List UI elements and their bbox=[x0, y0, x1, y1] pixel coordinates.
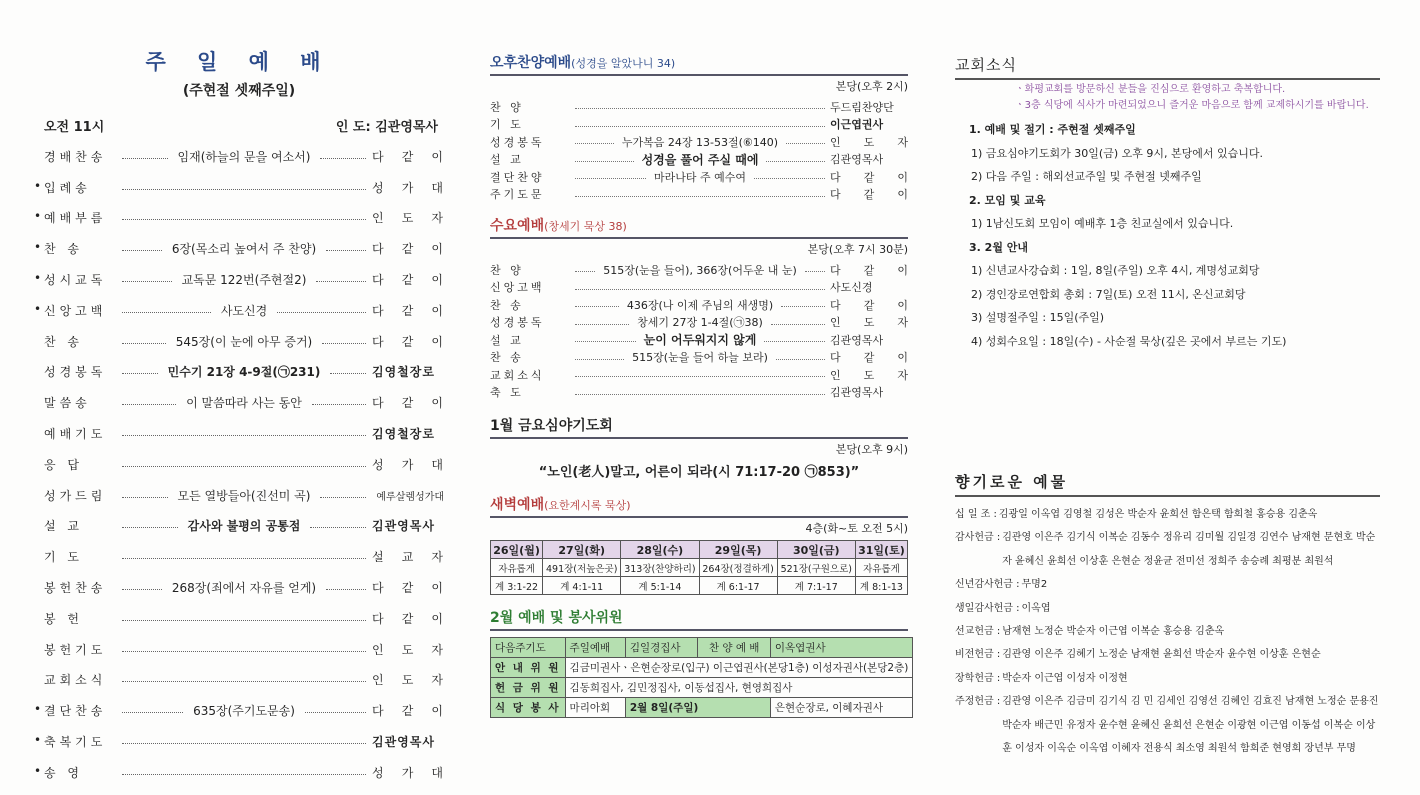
order-row bbox=[490, 151, 908, 169]
order-row bbox=[34, 449, 444, 480]
news-items bbox=[955, 118, 1380, 353]
leader-dots bbox=[754, 178, 825, 179]
leader-dots bbox=[122, 219, 366, 220]
leader-dots bbox=[776, 359, 825, 360]
leader-dots bbox=[575, 306, 619, 307]
afternoon-header: 오후찬양예배(성경을 알았나니 34) bbox=[490, 52, 908, 76]
leader-dots bbox=[312, 404, 366, 405]
dawn-cell: 27일(화) bbox=[543, 541, 621, 559]
order-content: 교독문 122번(주현절2) bbox=[181, 273, 307, 288]
volunteer-service: 주일예배 bbox=[565, 638, 625, 658]
order-person: 다 같 이 bbox=[372, 704, 445, 719]
order-content: 누가복음 24장 13-53절(⑥140) bbox=[621, 135, 779, 149]
order-person: 다 같 이 bbox=[830, 298, 909, 312]
order-row bbox=[490, 384, 908, 402]
leader-dots bbox=[320, 497, 366, 498]
order-label: 교회소식 bbox=[44, 673, 107, 688]
order-person: 두드림찬양단 bbox=[830, 100, 894, 114]
order-row bbox=[34, 203, 444, 234]
order-label: • 찬 송 bbox=[34, 240, 116, 257]
order-content: 감사와 불평의 공통점 bbox=[187, 519, 301, 534]
order-row bbox=[490, 168, 908, 186]
order-label: 기 도 bbox=[490, 118, 524, 132]
order-person: 성 가 대 bbox=[372, 457, 444, 472]
leader-dots bbox=[575, 394, 825, 395]
order-label: 찬 양 bbox=[490, 263, 524, 277]
order-person: 설 교 자 bbox=[372, 550, 444, 565]
leader-dots bbox=[330, 373, 366, 374]
friday-verse: “노인(老人)말고, 어른이 되라(시 71:17-20 ㉠853)” bbox=[538, 465, 860, 480]
order-row bbox=[34, 295, 444, 326]
order-person: 성 가 대 bbox=[372, 765, 444, 780]
leader-dots bbox=[122, 497, 168, 498]
order-row bbox=[34, 387, 444, 418]
order-row bbox=[34, 695, 444, 726]
order-row bbox=[34, 757, 444, 788]
gift-names: 이옥엽 bbox=[1021, 602, 1051, 614]
volunteer-label: 다음주기도 bbox=[491, 638, 566, 658]
volunteer-names: 김금미권사ㆍ은현순장로(입구) 이근엽권사(본당1층) 이성자권사(본당2층) bbox=[565, 658, 913, 678]
order-content: 이 말씀따라 사는 동안 bbox=[186, 396, 302, 411]
order-label: 성경봉독 bbox=[490, 316, 545, 330]
order-label: 응 답 bbox=[44, 457, 83, 472]
gift-row bbox=[955, 620, 1380, 643]
order-person: 다 같 이 bbox=[372, 334, 445, 349]
order-row bbox=[34, 357, 444, 388]
dawn-cell: 313장(찬양하리) bbox=[621, 559, 699, 577]
friday-header: 1월 금요심야기도회 bbox=[490, 415, 908, 439]
order-content: 성경을 풀어 주실 때에 bbox=[641, 152, 759, 167]
dawn-cell: 491장(저높은곳) bbox=[543, 559, 621, 577]
order-row bbox=[34, 541, 444, 572]
order-row bbox=[34, 480, 444, 511]
gift-label: 감사헌금 : bbox=[955, 532, 1001, 544]
dawn-cell: 521장(구원으로) bbox=[777, 559, 855, 577]
order-person: 다 같 이 bbox=[830, 170, 909, 184]
leader-dots bbox=[575, 161, 634, 162]
order-row bbox=[34, 233, 444, 264]
order-person: 다 같 이 bbox=[372, 396, 444, 411]
order-person: 김영철장로 bbox=[372, 365, 435, 380]
leader-dots bbox=[575, 143, 614, 144]
order-person: 다 같 이 bbox=[372, 242, 444, 257]
order-content: 임재(하늘의 문을 여소서) bbox=[177, 149, 311, 164]
sunday-subtitle: (주현절 셋째주일) bbox=[182, 83, 296, 99]
order-person: 인 도 자 bbox=[372, 673, 444, 688]
gift-names: 김관영 이은주 김기식 이복순 김동수 정유리 김미월 김일경 김연수 남재현 문현호 박순자 윤혜신 윤희선 이상훈 은현순 정윤균 전미선 정희주 송승례 최평분 최원석 bbox=[1002, 532, 1376, 567]
dawn-cell: 계 3:1-22 bbox=[491, 577, 543, 595]
gift-label: 비전헌금 : bbox=[955, 649, 1001, 661]
order-row bbox=[34, 418, 444, 449]
dawn-cell: 계 6:1-17 bbox=[699, 577, 777, 595]
order-row bbox=[34, 511, 444, 542]
order-person: 인 도 자 bbox=[372, 211, 444, 226]
leader-dots bbox=[575, 324, 629, 325]
gift-label: 주정헌금 : bbox=[955, 696, 1001, 708]
dawn-cell: 26일(월) bbox=[491, 541, 543, 559]
volunteer-service: 찬 양 예 배 bbox=[698, 638, 770, 658]
gift-label: 신년감사헌금 : bbox=[955, 579, 1020, 591]
leader-dots bbox=[766, 161, 825, 162]
order-row bbox=[34, 172, 444, 203]
leader-dots bbox=[575, 376, 825, 377]
order-row bbox=[34, 264, 444, 295]
friday-place: 본당(오후 9시) bbox=[835, 443, 908, 456]
order-label: 찬 송 bbox=[490, 351, 524, 365]
news-header: 교회소식 bbox=[955, 54, 1380, 80]
order-person: 인 도 자 bbox=[830, 316, 909, 330]
leader-dots bbox=[122, 189, 366, 190]
leader-dots bbox=[122, 558, 366, 559]
volunteers-row bbox=[491, 698, 913, 718]
order-content: 515장(눈을 들어 하늘 보라) bbox=[632, 351, 768, 365]
dawn-cell: 자유롭게 bbox=[855, 559, 907, 577]
order-content: 사도신경 bbox=[220, 303, 268, 318]
leader-dots bbox=[122, 743, 366, 744]
news-note: ㆍ3층 식당에 식사가 마련되었으니 즐거운 마음으로 함께 교제하시기를 바랍니다. bbox=[1015, 100, 1369, 111]
middle-column bbox=[490, 0, 908, 795]
leader-dots bbox=[122, 250, 162, 251]
afternoon-place: 본당(오후 2시) bbox=[835, 80, 908, 93]
order-label: 봉헌찬송 bbox=[44, 581, 107, 596]
order-person: 김관영목사 bbox=[830, 153, 884, 167]
order-person: 다 같 이 bbox=[372, 611, 444, 626]
volunteer-person: 김일경집사 bbox=[625, 638, 698, 658]
sunday-title: 주 일 예 배 bbox=[145, 50, 333, 74]
news-notes bbox=[955, 82, 1380, 114]
order-content: 436장(나 이제 주님의 새생명) bbox=[626, 298, 774, 312]
leader-dots bbox=[305, 712, 366, 713]
gift-row bbox=[955, 690, 1380, 760]
news-item: 1) 금요심야기도회가 30일(금) 오후 9시, 본당에서 있습니다. bbox=[971, 146, 1263, 160]
gift-row bbox=[955, 597, 1380, 620]
leader-dots bbox=[326, 250, 366, 251]
leader-dots bbox=[786, 143, 825, 144]
gift-row bbox=[955, 667, 1380, 690]
order-label: 성가드림 bbox=[44, 488, 107, 503]
volunteer-names: 마리아회 bbox=[565, 698, 625, 718]
gift-names: 김관영 이은주 김금미 김기식 김 민 김세인 김영선 김혜인 김효진 남재현 노정순 문용진 박순자 배근민 유정자 윤수현 윤혜신 윤희선 은현순 이광현 이근엽 이동섭 이복순 이상훈 이성자 이옥순 이옥엽 이혜자 전용식 최소영 최원석 함희준 현영희 장년부 무명 bbox=[1002, 696, 1379, 755]
order-person: 인 도 자 bbox=[372, 642, 444, 657]
order-row bbox=[34, 665, 444, 696]
gift-label: 선교헌금 : bbox=[955, 626, 1001, 638]
news-item: 3) 설명절주일 : 15일(주일) bbox=[971, 311, 1105, 324]
volunteer-label: 안 내 위 원 bbox=[491, 658, 566, 678]
order-label: 찬 양 bbox=[490, 100, 524, 114]
news-item: 2) 경인장로연합회 총회 : 7일(토) 오전 11시, 온신교회당 bbox=[971, 287, 1246, 301]
leader-dots bbox=[122, 404, 176, 405]
news-item: 1) 신년교사강습회 : 1일, 8일(주일) 오후 4시, 계명성교회당 bbox=[971, 264, 1260, 277]
leader-dots bbox=[122, 527, 178, 528]
order-row bbox=[490, 314, 908, 332]
news-item: 4) 성회수요일 : 18일(수) - 사순절 묵상(깊은 곳에서 부르는 기도) bbox=[971, 334, 1287, 348]
dawn-cell: 계 4:1-11 bbox=[543, 577, 621, 595]
gift-label: 장학헌금 : bbox=[955, 672, 1001, 684]
sunday-time: 오전 11시 bbox=[44, 120, 105, 135]
leader-dots bbox=[764, 341, 825, 342]
order-label: 봉헌기도 bbox=[44, 642, 107, 657]
leader-dots bbox=[575, 108, 825, 109]
leader-dots bbox=[316, 281, 366, 282]
wednesday-place: 본당(오후 7시 30분) bbox=[807, 243, 908, 256]
order-person: 다 같 이 bbox=[372, 273, 444, 288]
leader-dots bbox=[122, 158, 168, 159]
gift-names: 김광일 이옥엽 김영철 김성은 박순자 윤희선 함은택 함희철 홍승용 김춘옥 bbox=[998, 509, 1318, 520]
order-label: • 성시교독 bbox=[34, 271, 116, 288]
order-label: 성경봉독 bbox=[44, 365, 107, 380]
volunteers-header: 2월 예배 및 봉사위원 bbox=[490, 607, 908, 631]
order-label: 설 교 bbox=[490, 333, 524, 347]
gift-row bbox=[955, 503, 1380, 526]
wednesday-header: 수요예배(창세기 묵상 38) bbox=[490, 215, 908, 239]
order-person: 다 같 이 bbox=[372, 303, 444, 318]
order-row bbox=[490, 279, 908, 297]
order-row bbox=[34, 603, 444, 634]
gift-names: 남재현 노정순 박순자 이근엽 이복순 홍승용 김춘옥 bbox=[1002, 626, 1225, 638]
order-row bbox=[34, 634, 444, 665]
leader-dots bbox=[805, 271, 825, 272]
news-item: 1) 1남신도회 모임이 예배후 1층 친교실에서 있습니다. bbox=[971, 217, 1234, 230]
leader-dots bbox=[122, 681, 366, 682]
news-item: 2. 모임 및 교육 bbox=[969, 193, 1046, 207]
order-person: 인 도 자 bbox=[830, 135, 908, 149]
leader-dots bbox=[122, 466, 366, 467]
volunteer-label: 2월 8일(주일) bbox=[625, 698, 770, 718]
order-person: 이근엽권사 bbox=[830, 118, 884, 132]
order-label: 봉 헌 bbox=[44, 611, 83, 626]
order-row bbox=[34, 726, 444, 757]
dawn-cell: 30일(금) bbox=[777, 541, 855, 559]
order-label: 찬 송 bbox=[490, 298, 524, 312]
order-content: 마라나타 주 예수여 bbox=[654, 170, 747, 184]
order-label: 축 도 bbox=[490, 386, 524, 400]
order-person: 김관영목사 bbox=[830, 333, 884, 347]
volunteer-label: 헌 금 위 원 bbox=[491, 678, 566, 698]
afternoon-order-list bbox=[490, 98, 908, 203]
leader-dots bbox=[122, 312, 211, 313]
order-content: 6장(목소리 높여서 주 찬양) bbox=[171, 242, 317, 257]
order-label: • 송 영 bbox=[34, 764, 116, 781]
gift-names: 무명2 bbox=[1021, 579, 1048, 591]
dawn-cell: 계 7:1-17 bbox=[777, 577, 855, 595]
order-row bbox=[490, 349, 908, 367]
dawn-cell: 계 8:1-13 bbox=[855, 577, 907, 595]
order-person: 다 같 이 bbox=[830, 188, 908, 202]
order-label: 교회소식 bbox=[490, 368, 545, 382]
gift-label: 생일감사헌금 : bbox=[955, 602, 1020, 614]
dawn-days-row bbox=[491, 541, 908, 559]
order-label: 주기도문 bbox=[490, 188, 545, 202]
dawn-cell: 28일(수) bbox=[621, 541, 699, 559]
leader-dots bbox=[575, 289, 825, 290]
volunteer-names: 김동희집사, 김민정집사, 이동섭집사, 현영희집사 bbox=[565, 678, 913, 698]
order-content: 635장(주기도문송) bbox=[193, 704, 295, 719]
order-row bbox=[490, 366, 908, 384]
leader-dots bbox=[122, 774, 366, 775]
sunday-service-column bbox=[34, 0, 444, 795]
order-content: 눈이 어두워지지 않게 bbox=[643, 333, 757, 348]
news-item: 2) 다음 주일 : 해외선교주일 및 주현절 넷째주일 bbox=[971, 170, 1202, 183]
order-label: • 예배부름 bbox=[34, 209, 116, 226]
order-content: 545장(이 눈에 아무 증거) bbox=[175, 334, 313, 349]
volunteer-names: 은현순장로, 이혜자권사 bbox=[770, 698, 912, 718]
volunteer-label: 식 당 봉 사 bbox=[491, 698, 566, 718]
order-row bbox=[490, 116, 908, 134]
order-row bbox=[490, 261, 908, 279]
order-row bbox=[34, 326, 444, 357]
news-note: ㆍ화평교회를 방문하신 분들을 진심으로 환영하고 축복합니다. bbox=[1015, 84, 1286, 95]
order-row bbox=[34, 572, 444, 603]
volunteers-table bbox=[490, 637, 913, 718]
leader-dots bbox=[277, 312, 366, 313]
order-row bbox=[490, 296, 908, 314]
volunteers-row bbox=[491, 678, 913, 698]
leader-dots bbox=[122, 589, 162, 590]
sunday-header bbox=[34, 116, 444, 135]
order-label: • 축복기도 bbox=[34, 733, 116, 750]
dawn-songs-row bbox=[491, 559, 908, 577]
order-person: 김관영목사 bbox=[372, 735, 435, 750]
order-content: 268장(죄에서 자유를 얻게) bbox=[171, 581, 317, 596]
order-label: 경배찬송 bbox=[44, 149, 107, 164]
order-label: 성경봉독 bbox=[490, 135, 545, 149]
order-person: 사도신경 bbox=[830, 281, 873, 295]
volunteers-row bbox=[491, 638, 913, 658]
order-person: 김관영목사 bbox=[830, 386, 884, 400]
sunday-order-list bbox=[34, 141, 444, 788]
order-content: 창세기 27장 1-4절(㉠38) bbox=[637, 316, 763, 330]
order-content: 모든 열방들아(진선미 곡) bbox=[177, 488, 311, 503]
leader-dots bbox=[310, 527, 366, 528]
gift-row bbox=[955, 573, 1380, 596]
wednesday-order-list bbox=[490, 261, 908, 401]
order-label: • 결단찬송 bbox=[34, 702, 116, 719]
order-row bbox=[34, 141, 444, 172]
leader-dots bbox=[771, 324, 825, 325]
order-row bbox=[490, 98, 908, 116]
order-label: • 입례송 bbox=[34, 179, 116, 196]
leader-dots bbox=[122, 620, 366, 621]
order-label: 신앙고백 bbox=[490, 281, 545, 295]
dawn-cell: 29일(목) bbox=[699, 541, 777, 559]
order-person: 인 도 자 bbox=[830, 368, 908, 382]
order-label: 예배기도 bbox=[44, 427, 107, 442]
leader-dots bbox=[575, 126, 825, 127]
order-label: 말씀송 bbox=[44, 396, 91, 411]
order-row bbox=[490, 133, 908, 151]
volunteers-row bbox=[491, 658, 913, 678]
order-person: 다 같 이 bbox=[830, 263, 908, 277]
dawn-cell: 계 5:1-14 bbox=[621, 577, 699, 595]
dawn-cell: 자유롭게 bbox=[491, 559, 543, 577]
news-item: 1. 예배 및 절기 : 주현절 셋째주일 bbox=[969, 123, 1136, 136]
dawn-schedule-table bbox=[490, 540, 908, 595]
order-label: 설 교 bbox=[44, 519, 83, 534]
dawn-passages-row bbox=[491, 577, 908, 595]
gift-names: 김관영 이은주 김혜기 노정순 남재현 윤희선 박순자 윤수현 이상훈 은현순 bbox=[1002, 649, 1321, 661]
leader-dots bbox=[122, 343, 166, 344]
dawn-header: 새벽예배(요한계시록 묵상) bbox=[490, 494, 908, 518]
leader-dots bbox=[326, 589, 366, 590]
leader-dots bbox=[122, 281, 172, 282]
gifts-header: 향기로운 예물 bbox=[955, 471, 1380, 497]
leader-dots bbox=[122, 373, 158, 374]
right-column bbox=[955, 0, 1380, 795]
order-person: 다 같 이 bbox=[372, 149, 445, 164]
order-person: 다 같 이 bbox=[372, 581, 445, 596]
volunteer-person: 이옥엽권사 bbox=[770, 638, 912, 658]
leader-dots bbox=[122, 651, 366, 652]
gift-row bbox=[955, 526, 1380, 573]
leader-dots bbox=[575, 178, 646, 179]
gift-names: 박순자 이근엽 이성자 이정현 bbox=[1002, 672, 1128, 684]
order-person: 김영철장로 bbox=[372, 427, 435, 442]
gifts-list bbox=[955, 503, 1380, 760]
leader-dots bbox=[575, 341, 636, 342]
dawn-cell: 31일(토) bbox=[855, 541, 907, 559]
gift-row bbox=[955, 643, 1380, 666]
dawn-cell: 264장(정결하게) bbox=[699, 559, 777, 577]
sunday-leader: 인 도: 김관영목사 bbox=[335, 120, 438, 135]
order-label: 결단찬양 bbox=[490, 170, 545, 184]
order-label: 설 교 bbox=[490, 153, 524, 167]
order-row bbox=[490, 331, 908, 349]
order-person: 성 가 대 bbox=[372, 180, 444, 195]
order-label: 기 도 bbox=[44, 550, 83, 565]
leader-dots bbox=[122, 435, 366, 436]
leader-dots bbox=[320, 158, 366, 159]
order-person: 김관영목사 bbox=[372, 519, 435, 534]
order-label: 찬 송 bbox=[44, 334, 83, 349]
leader-dots bbox=[575, 271, 595, 272]
leader-dots bbox=[122, 712, 183, 713]
order-row bbox=[490, 186, 908, 204]
order-label: • 신앙고백 bbox=[34, 302, 116, 319]
leader-dots bbox=[781, 306, 825, 307]
news-item: 3. 2월 안내 bbox=[969, 240, 1029, 254]
dawn-place: 4층(화~토 오전 5시) bbox=[805, 522, 908, 535]
leader-dots bbox=[322, 343, 366, 344]
leader-dots bbox=[575, 359, 624, 360]
order-person: 다 같 이 bbox=[830, 351, 909, 365]
leader-dots bbox=[575, 196, 825, 197]
order-content: 515장(눈을 들어), 366장(어두운 내 눈) bbox=[603, 263, 797, 277]
order-content: 민수기 21장 4-9절(㉠231) bbox=[167, 365, 321, 380]
gift-label: 십 일 조 : bbox=[955, 509, 997, 520]
order-person: 예루살렘성가대 bbox=[376, 491, 445, 503]
